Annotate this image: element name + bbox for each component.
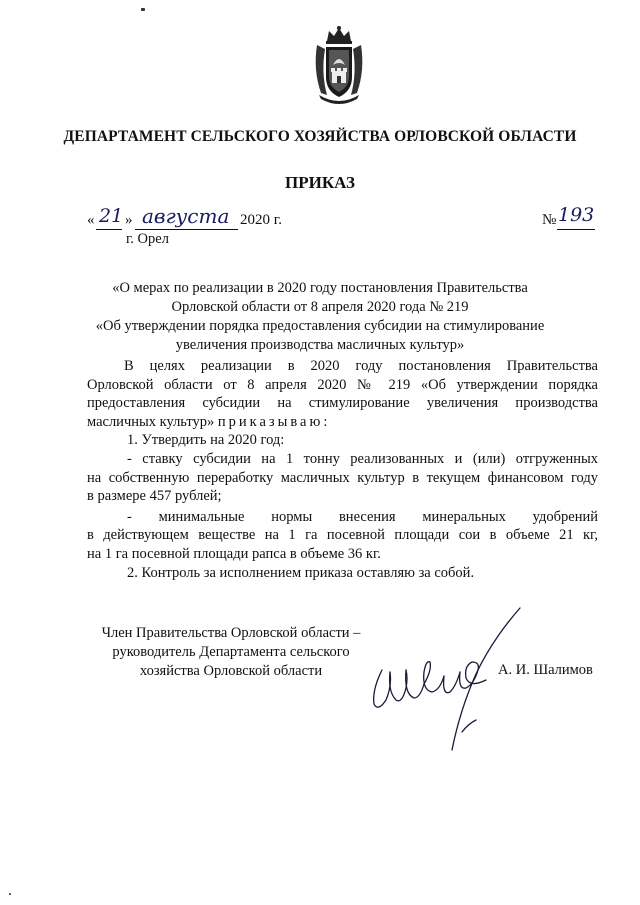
subject-line: Орловской области от 8 апреля 2020 года № 219 <box>171 299 469 315</box>
order-subject <box>90 279 550 355</box>
date-open-quote: « <box>87 212 95 228</box>
stray-mark <box>9 893 11 895</box>
number-underline <box>557 229 595 230</box>
item-1b-line: на 1 га посевной площади рапса в объеме 36 кг. <box>87 545 381 562</box>
item-1b-line: - минимальные нормы внесения минеральных удобрений <box>127 508 598 525</box>
position-line: руководитель Департамента сельского <box>112 644 350 660</box>
order-city: г. Орел <box>126 231 169 247</box>
item-2: 2. Контроль за исполнением приказа оставляю за собой. <box>127 564 475 581</box>
item-1a-line: на собственную переработку масличных культур в текущем финансовом году <box>87 469 598 486</box>
coat-of-arms-emblem <box>311 25 367 107</box>
item-1b-line: в действующем веществе на 1 га посевной площади сои в объеме 21 кг, <box>87 527 598 544</box>
handwritten-signature <box>360 600 530 770</box>
subject-line: «Об утверждении порядка предоставления субсидии на стимулирование <box>95 318 545 334</box>
preamble-last-text: масличных культур» <box>87 413 215 430</box>
item-1: 1. Утвердить на 2020 год: <box>127 432 285 449</box>
preamble-line: предоставления субсидии на стимулирование увеличения производства <box>87 395 598 412</box>
item-1a-line: в размере 457 рублей; <box>87 488 222 505</box>
preamble-line: В целях реализации в 2020 году постановления Правительства <box>124 358 598 374</box>
order-body <box>87 357 598 582</box>
preamble-last-line <box>87 413 598 432</box>
date-year: 2020 г. <box>240 212 282 228</box>
signatory-position <box>86 624 376 681</box>
item-1a-line: - ставку субсидии на 1 тонну реализованных и (или) отгруженных <box>127 450 598 467</box>
subject-line: увеличения производства масличных культур» <box>175 337 465 353</box>
signatory-name: А. И. Шалимов <box>498 662 593 678</box>
order-number-handwritten: 193 <box>558 204 595 226</box>
position-line: Член Правительства Орловской области – <box>101 625 361 641</box>
day-underline <box>96 229 122 230</box>
subject-line: «О мерах по реализации в 2020 году постановления Правительства <box>112 280 528 296</box>
stray-mark <box>141 8 145 11</box>
position-line: хозяйства Орловской области <box>139 663 323 679</box>
date-close-quote: » <box>125 212 133 228</box>
order-number <box>538 206 598 232</box>
preamble-line: Орловской области от 8 апреля 2020 № 219 «Об утверждении порядка <box>87 376 598 393</box>
document-title: ПРИКАЗ <box>285 173 355 192</box>
department-heading: ДЕПАРТАМЕНТ СЕЛЬСКОГО ХОЗЯЙСТВА ОРЛОВСКОЙ ОБЛАСТИ <box>63 128 577 145</box>
date-month-handwritten: августа <box>142 204 230 228</box>
orders-word: приказываю: <box>217 413 331 430</box>
date-day-handwritten: 21 <box>99 205 124 227</box>
number-sign: № <box>542 212 557 228</box>
order-date <box>87 206 317 232</box>
month-underline <box>135 229 238 230</box>
